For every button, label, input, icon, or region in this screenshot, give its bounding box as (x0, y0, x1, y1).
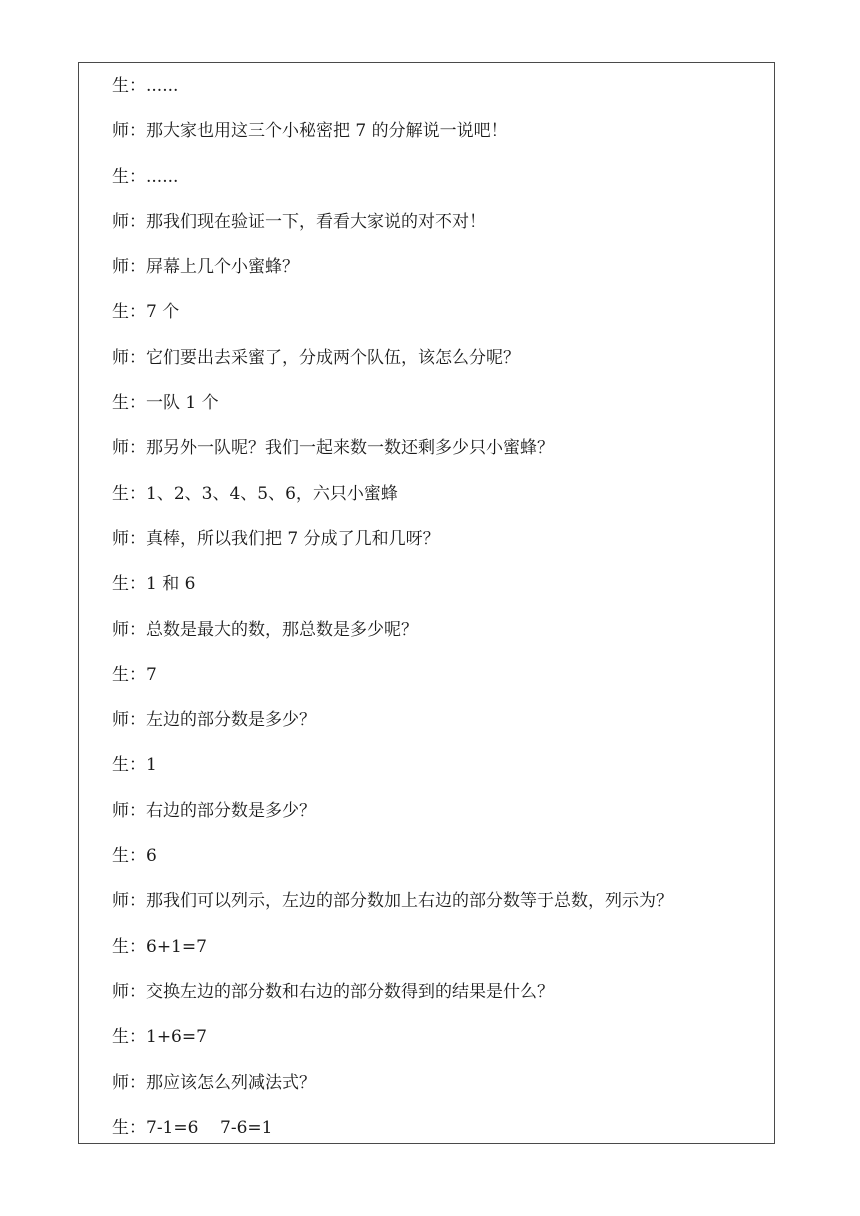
dialogue-line: 师：那我们现在验证一下，看看大家说的对不对！ (112, 211, 486, 232)
dialogue-line: 师：那应该怎么列减法式？ (112, 1072, 316, 1093)
dialogue-line: 师：右边的部分数是多少？ (112, 800, 316, 821)
dialogue-line: 生：7 (112, 664, 157, 685)
dialogue-line: 师：那另外一队呢？我们一起来数一数还剩多少只小蜜蜂？ (112, 438, 554, 459)
dialogue-line: 生：7 个 (112, 302, 180, 323)
dialogue-line: 生：1、2、3、4、5、6，六只小蜜蜂 (112, 483, 398, 504)
dialogue-line: 师：那大家也用这三个小秘密把 7 的分解说一说吧！ (112, 121, 508, 142)
dialogue-line: 师：真棒，所以我们把 7 分成了几和几呀？ (112, 528, 440, 549)
dialogue-line: 师：交换左边的部分数和右边的部分数得到的结果是什么？ (112, 981, 554, 1002)
dialogue-line: 生：...... (112, 166, 179, 187)
dialogue-list (112, 70, 768, 1157)
dialogue-line: 生：6 (112, 846, 157, 867)
dialogue-line: 师：屏幕上几个小蜜蜂？ (112, 257, 299, 278)
dialogue-line: 生：1 (112, 755, 157, 776)
dialogue-line: 生：1+6=7 (112, 1027, 207, 1048)
dialogue-line: 师：那我们可以列示，左边的部分数加上右边的部分数等于总数，列示为？ (112, 891, 673, 912)
dialogue-line: 师：总数是最大的数，那总数是多少呢？ (112, 619, 418, 640)
dialogue-line: 生：一队 1 个 (112, 393, 219, 414)
dialogue-line: 生：...... (112, 76, 179, 96)
dialogue-line: 师：左边的部分数是多少？ (112, 710, 316, 731)
dialogue-line: 生：7-1=6 7-6=1 (112, 1117, 273, 1138)
dialogue-line: 师：它们要出去采蜜了，分成两个队伍，该怎么分呢？ (112, 347, 520, 368)
dialogue-line: 生：1 和 6 (112, 574, 196, 595)
dialogue-line: 生：6+1=7 (112, 936, 207, 957)
